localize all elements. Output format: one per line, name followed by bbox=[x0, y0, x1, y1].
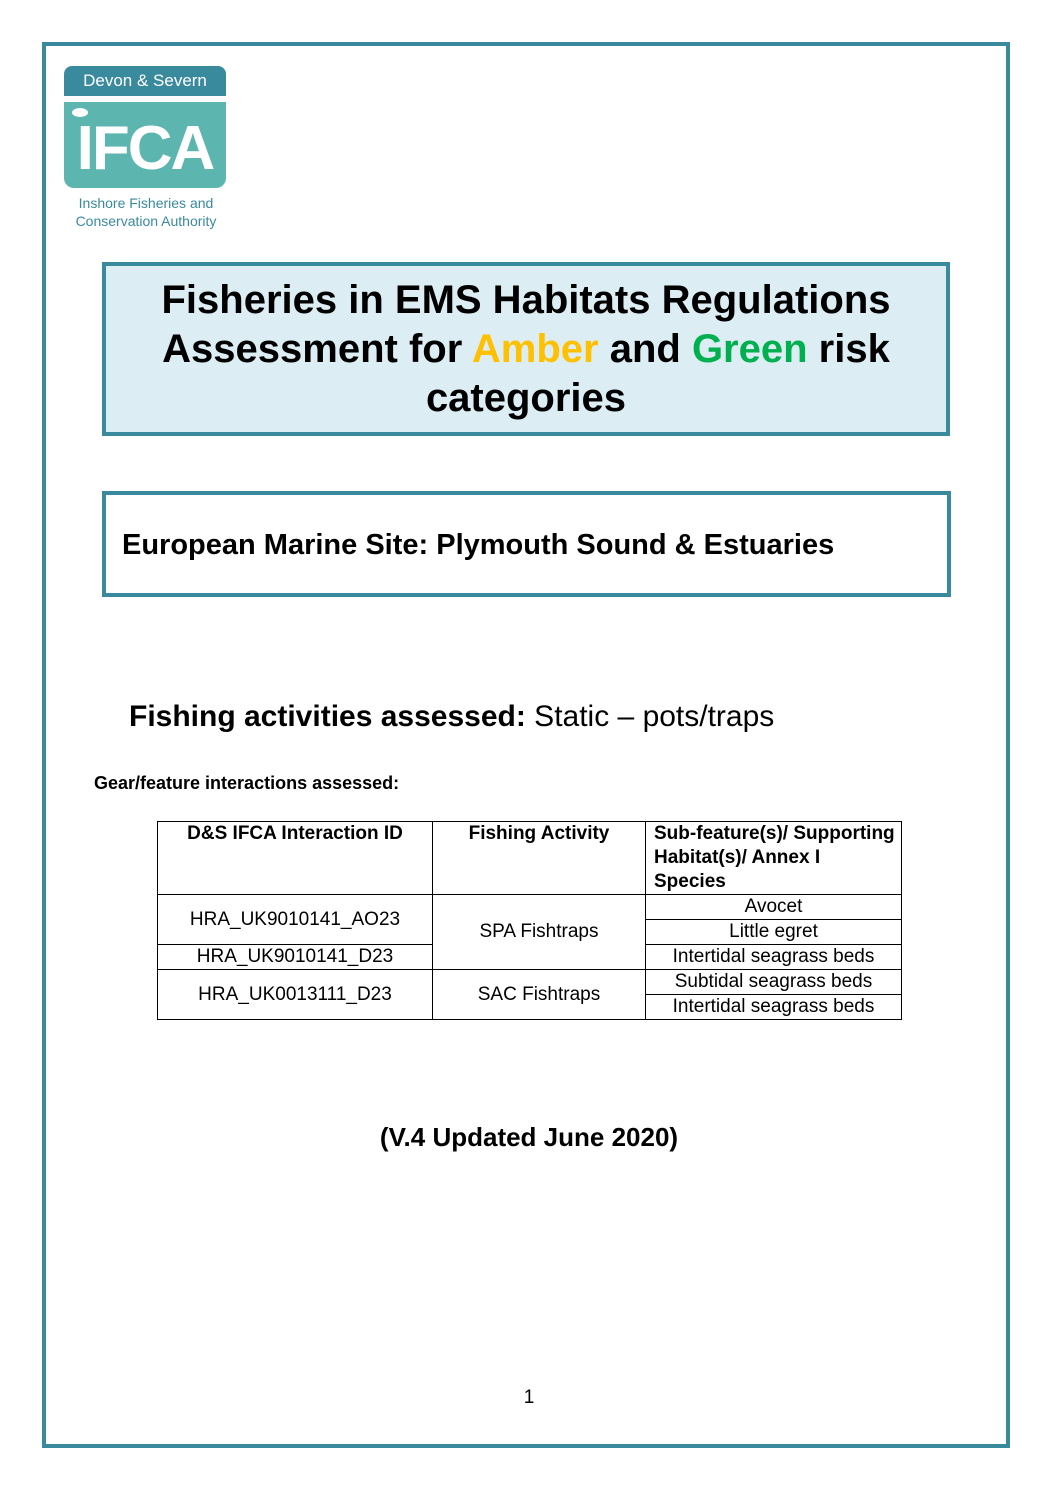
logo-main-block bbox=[64, 102, 226, 188]
interactions-label: Gear/feature interactions assessed: bbox=[94, 773, 400, 793]
cell-feature: Subtidal seagrass beds bbox=[646, 970, 902, 995]
cell-fishing-activity: SAC Fishtraps bbox=[433, 970, 646, 1020]
cell-fishing-activity: SPA Fishtraps bbox=[433, 895, 646, 970]
fishing-activities bbox=[129, 700, 774, 734]
cell-feature: Little egret bbox=[646, 920, 902, 945]
table-header-row bbox=[158, 822, 902, 895]
header-interaction-id: D&S IFCA Interaction ID bbox=[158, 822, 433, 895]
site-box bbox=[102, 491, 951, 597]
cell-interaction-id: HRA_UK9010141_AO23 bbox=[158, 895, 433, 945]
interactions-table bbox=[157, 821, 902, 1020]
header-fishing-activity: Fishing Activity bbox=[433, 822, 646, 895]
title-part2: and bbox=[598, 326, 692, 371]
cell-interaction-id: HRA_UK9010141_D23 bbox=[158, 945, 433, 970]
logo-subtitle bbox=[64, 194, 228, 230]
logo-letters: IFCA bbox=[76, 114, 214, 183]
table-row bbox=[158, 970, 902, 995]
cell-interaction-id: HRA_UK0013111_D23 bbox=[158, 970, 433, 1020]
logo-subtitle-line2: Conservation Authority bbox=[75, 213, 217, 229]
activities-value: Static – pots/traps bbox=[525, 700, 775, 733]
version-note: (V.4 Updated June 2020) bbox=[379, 1122, 679, 1152]
header-sub-features: Sub-feature(s)/ Supporting Habitat(s)/ Annex I Species bbox=[646, 822, 902, 895]
page-number: 1 bbox=[523, 1387, 535, 1408]
table-row bbox=[158, 895, 902, 920]
logo-top-text: Devon & Severn bbox=[64, 66, 226, 96]
title-amber: Amber bbox=[471, 326, 599, 371]
title-part3: risk categories bbox=[425, 326, 890, 420]
ifca-logo bbox=[64, 66, 228, 236]
title-part1: Fisheries in EMS Habitats Regulations Assessment for bbox=[161, 277, 891, 371]
cell-feature: Intertidal seagrass beds bbox=[646, 995, 902, 1020]
title-green: Green bbox=[691, 326, 808, 371]
cell-feature: Intertidal seagrass beds bbox=[646, 945, 902, 970]
cell-feature: Avocet bbox=[646, 895, 902, 920]
document-title bbox=[106, 276, 946, 423]
page-border bbox=[42, 42, 1010, 1448]
title-box bbox=[102, 262, 950, 436]
logo-subtitle-line1: Inshore Fisheries and bbox=[78, 195, 214, 211]
activities-label: Fishing activities assessed: bbox=[129, 700, 526, 733]
site-name: European Marine Site: Plymouth Sound & Estuaries bbox=[122, 529, 835, 561]
